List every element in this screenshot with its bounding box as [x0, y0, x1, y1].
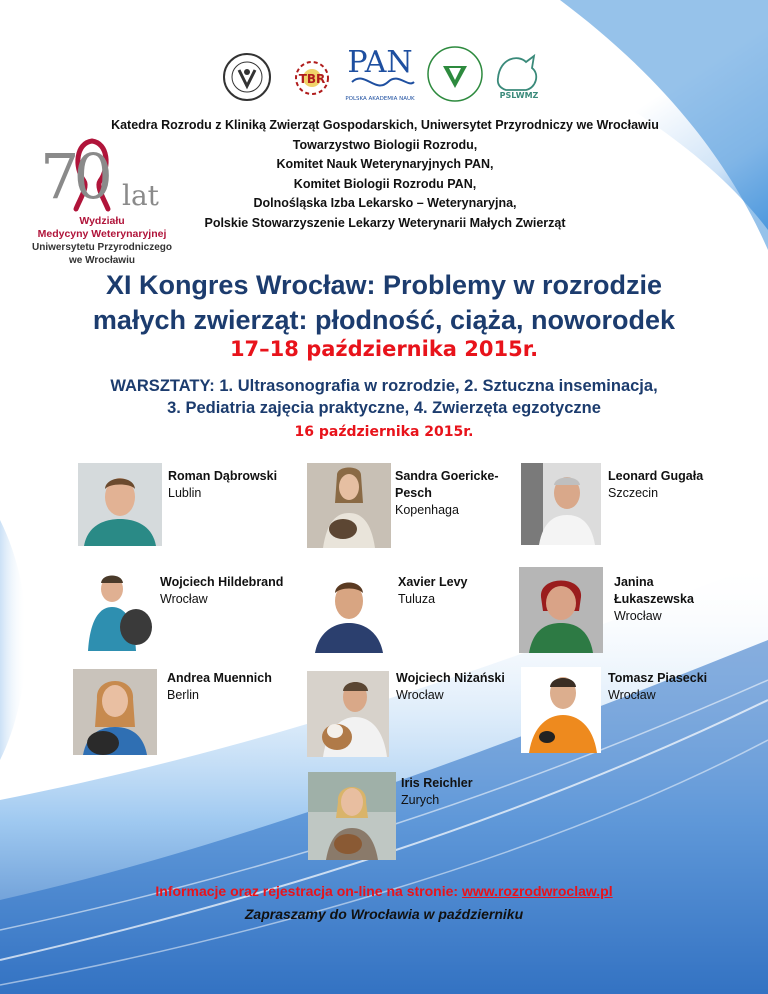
organizer-line: Komitet Nauk Weterynaryjnych PAN,	[276, 157, 494, 171]
anniversary-lat: lat	[122, 179, 159, 212]
organizer-line: Polskie Stowarzyszenie Lekarzy Weterynarii Małych Zwierząt	[204, 215, 566, 230]
workshops-date: 16 października 2015r.	[294, 424, 474, 440]
vet-chamber-logo	[425, 44, 485, 104]
registration-link[interactable]: www.rozrodwroclaw.pl	[461, 883, 613, 899]
speaker-name: Iris Reichler	[401, 776, 473, 790]
organizer-line: Katedra Rozrodu z Kliniką Zwierząt Gospodarskich, Uniwersytet Przyrodniczy we Wrocławiu	[111, 118, 659, 132]
speaker-name: Wojciech Niżański	[396, 671, 505, 685]
faculty-line-2: Medycyny Weterynaryjnej	[37, 228, 167, 240]
speaker-photo	[73, 669, 157, 755]
speaker-photo	[519, 567, 603, 653]
workshops-list	[40, 375, 728, 419]
speaker-name: Sandra Goericke-	[395, 469, 499, 483]
workshops-line-1: WARSZTATY: 1. Ultrasonografia w rozrodzie, 2. Sztuczna inseminacja,	[110, 377, 658, 395]
speaker-city: Lublin	[168, 486, 202, 500]
svg-text:TBR: TBR	[298, 72, 326, 86]
speaker-city: Berlin	[167, 688, 199, 702]
registration-text: Informacje oraz rejestracja on-line na stronie:	[155, 883, 462, 899]
speaker-photo	[521, 463, 601, 545]
speaker-photo	[307, 671, 389, 757]
workshops-line-2: 3. Pediatria zajęcia praktyczne, 4. Zwierzęta egzotyczne	[167, 399, 601, 417]
speaker-name: Janina	[614, 575, 654, 589]
speaker-name-cont: Pesch	[395, 486, 432, 500]
speaker-photo	[307, 463, 391, 548]
pslwmz-logo	[488, 48, 550, 104]
speaker-photo	[78, 463, 162, 546]
svg-text:PSLWMZ: PSLWMZ	[499, 91, 539, 100]
tbr-logo	[285, 48, 339, 102]
speaker-city: Zurych	[401, 793, 440, 807]
speaker-name: Wojciech Hildebrand	[160, 575, 284, 589]
speaker-city: Wrocław	[160, 592, 208, 606]
congress-date: 17–18 października 2015r.	[229, 337, 539, 361]
title-line-1: XI Kongres Wrocław: Problemy w rozrodzie	[105, 270, 663, 300]
speaker-city: Wrocław	[614, 609, 662, 623]
anniversary-number: 70	[40, 140, 107, 213]
organizer-line: Towarzystwo Biologii Rozrodu,	[292, 137, 478, 152]
speaker-name: Leonard Gugała	[608, 469, 704, 483]
title-line-2: małych zwierząt: płodność, ciąża, noworodek	[92, 305, 676, 335]
university-line-2: we Wrocławiu	[69, 255, 135, 266]
faculty-line-1: Wydziału	[79, 215, 125, 227]
registration-info	[60, 883, 708, 899]
speaker-city: Wrocław	[396, 688, 444, 702]
organizer-line: Komitet Biologii Rozrodu PAN,	[293, 176, 477, 191]
speaker-name: Xavier Levy	[398, 575, 468, 589]
speaker-name: Roman Dąbrowski	[168, 469, 278, 483]
university-seal-logo	[222, 52, 272, 102]
university-line-1: Uniwersytetu Przyrodniczego	[31, 242, 173, 253]
anniversary-badge	[22, 135, 182, 265]
speaker-photo	[307, 569, 391, 653]
svg-text:PAN: PAN	[347, 45, 413, 80]
organizer-line: Dolnośląska Izba Lekarsko – Weterynaryjna,	[253, 196, 517, 210]
speaker-city: Wrocław	[608, 688, 656, 702]
congress-title	[40, 268, 728, 338]
svg-text:POLSKA AKADEMIA NAUK: POLSKA AKADEMIA NAUK	[345, 96, 415, 102]
speaker-name: Tomasz Piasecki	[608, 671, 708, 685]
speaker-name-cont: Łukaszewska	[614, 592, 694, 606]
speaker-photo	[308, 772, 396, 860]
speaker-city: Szczecin	[608, 486, 659, 500]
pan-logo	[340, 42, 420, 104]
invitation-text: Zapraszamy do Wrocławia w październiku	[244, 906, 524, 922]
speaker-city: Tuluza	[398, 592, 436, 606]
speaker-photo	[82, 567, 156, 651]
speaker-city: Kopenhaga	[395, 503, 459, 517]
speaker-photo	[521, 667, 601, 753]
speaker-name: Andrea Muennich	[167, 671, 272, 685]
